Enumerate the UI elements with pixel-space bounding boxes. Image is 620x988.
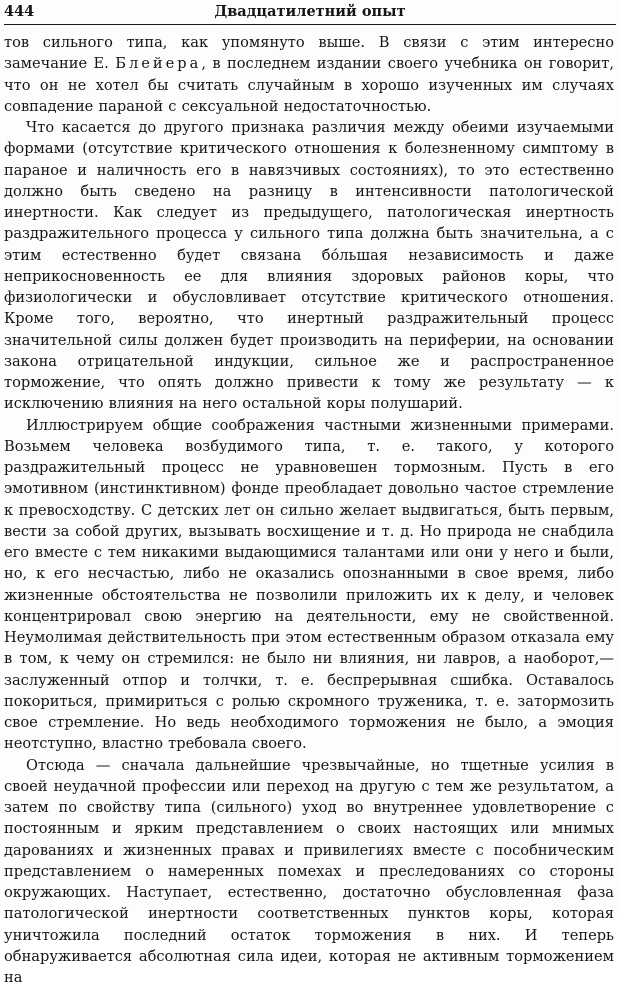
running-title: Двадцатилетний опыт — [4, 3, 616, 20]
paragraph-3: Иллюстрируем общие соображения частными жизненными примерами. Возьмем человека возбудимого типа, т. е. такого, у которого раздражительный процесс не уравновешен тормозным. Пусть в его эмотивном (инстинктивном) фонде преобладает довольно частое стремление к превосходству. С детских лет он сильно желает выдвигаться, быть первым, вести за собой других, вызывать восхищение и т. д. Но природа не снабдила его вместе с тем никакими выдающимися талантами или они у него и были, но, к его несчастью, либо не оказались опознанными в свое время, либо жизненные обстоятельства не позволили приложить их к делу, и человек концентрировал свою энергию на деятельности, ему не свойственной. Неумолимая действительность при этом естественным образом отказала ему в том, к чему он стремился: не было ни влияния, ни лавров, а наоборот,— заслуженный отпор и толчки, т. е. беспрерывная сшибка. Оставалось покориться, примириться с ролью скромного труженика, т. е. затормозить свое стремление. Но ведь необходимого торможения не было, а эмоция неотступно, властно требовала своего. — [4, 415, 614, 755]
page-header — [4, 2, 616, 25]
paragraph-1-end: , в последнем издании своего учебника он говорит, что он не хотел бы считать случайным в хорошо изученных им случаях совпадение параной с сексуальной недостаточностью. — [4, 55, 614, 115]
paragraph-4: Отсюда — сначала дальнейшие чрезвычайные, но тщетные усилия в своей неудачной профессии или переход на другую с тем же результатом, а затем по свойству типа (сильного) уход во внутреннее удовлетворение с постоянным и ярким представлением о своих настоящих или мнимых дарованиях и жизненных правах и привилегиях вместе с пособническим представлением о намеренных помехах и преследованиях со стороны окружающих. Наступает, естественно, достаточно обусловленная фаза патологической инертности соответственных пунктов коры, которая уничтожила последний остаток торможения в них. И теперь обнаруживается абсолютная сила идеи, которая не активным торможением на — [4, 755, 614, 988]
author-name-spaced: Блейера — [115, 55, 201, 72]
paragraph-2: Что касается до другого признака различия между обеими изучаемыми формами (отсутствие критического отношения к болезненному симптому в параное и наличность его в навязчивых состояниях), то это естественно должно быть сведено на разницу в интенсивности патологической инертности. Как следует из предыдущего, патологическая инертность раздражительного процесса у сильного типа должна быть значительна, а с этим естественно будет связана бо́льшая независимость и даже неприкосновенность ее для влияния здоровых районов коры, что физиологически и обусловливает отсутствие критического отношения. Кроме того, вероятно, что инертный раздражительный процесс значительной силы должен будет производить на периферии, на основании закона отрицательной индукции, сильное же и распространенное торможение, что опять должно привести к тому же результату — к исключению влияния на него остальной коры полушарий. — [4, 117, 614, 415]
page-number: 444 — [4, 3, 34, 20]
text-body — [4, 32, 614, 988]
paragraph-1-start: тов сильного типа, как упомянуто выше. В связи с этим интересно замечание Е. — [4, 34, 614, 72]
paragraph-1 — [4, 32, 614, 117]
